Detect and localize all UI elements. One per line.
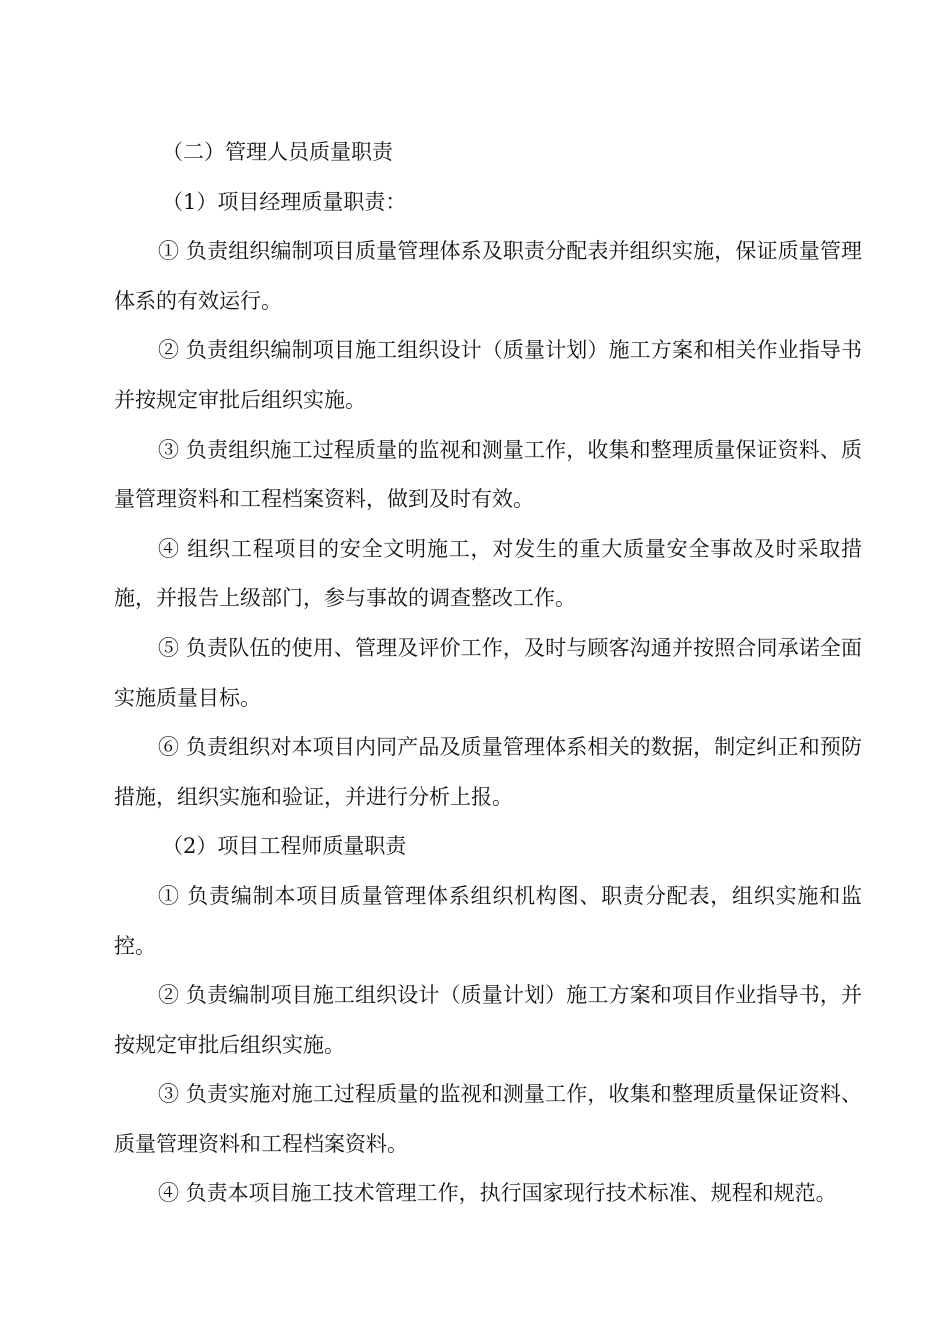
document-body bbox=[114, 128, 862, 1219]
pm-item-6: ⑥ 负责组织对本项目内同产品及质量管理体系相关的数据，制定纠正和预防措施，组织实施和验证，并进行分析上报。 bbox=[114, 735, 862, 809]
section-heading: （二）管理人员质量职责 bbox=[162, 140, 393, 164]
pm-item-3: ③ 负责组织施工过程质量的监视和测量工作，收集和整理质量保证资料、质量管理资料和工程档案资料，做到及时有效。 bbox=[114, 437, 862, 512]
engineer-item-4: ④ 负责本项目施工技术管理工作，执行国家现行技术标准、规程和规范。 bbox=[158, 1181, 837, 1206]
pm-item-5: ⑤ 负责队伍的使用、管理及评价工作，及时与顾客沟通并按照合同承诺全面实施质量目标。 bbox=[114, 635, 862, 710]
pm-heading: （1）项目经理质量职责： bbox=[162, 189, 407, 214]
pm-item-4: ④ 组织工程项目的安全文明施工，对发生的重大质量安全事故及时采取措施，并报告上级部门，参与事故的调查整改工作。 bbox=[114, 536, 862, 611]
engineer-item-2: ② 负责编制项目施工组织设计（质量计划）施工方案和项目作业指导书，并按规定审批后组织实施。 bbox=[114, 983, 862, 1057]
pm-item-2: ② 负责组织编制项目施工组织设计（质量计划）施工方案和相关作业指导书并按规定审批后组织实施。 bbox=[114, 338, 862, 412]
pm-item-1: ① 负责组织编制项目质量管理体系及职责分配表并组织实施，保证质量管理体系的有效运行。 bbox=[114, 239, 862, 313]
engineer-item-3: ③ 负责实施对施工过程质量的监视和测量工作，收集和整理质量保证资料、质量管理资料和工程档案资料。 bbox=[114, 1082, 862, 1156]
engineer-item-1: ① 负责编制本项目质量管理体系组织机构图、职责分配表，组织实施和监控。 bbox=[114, 883, 862, 958]
engineer-heading: （2）项目工程师质量职责 bbox=[162, 834, 407, 859]
